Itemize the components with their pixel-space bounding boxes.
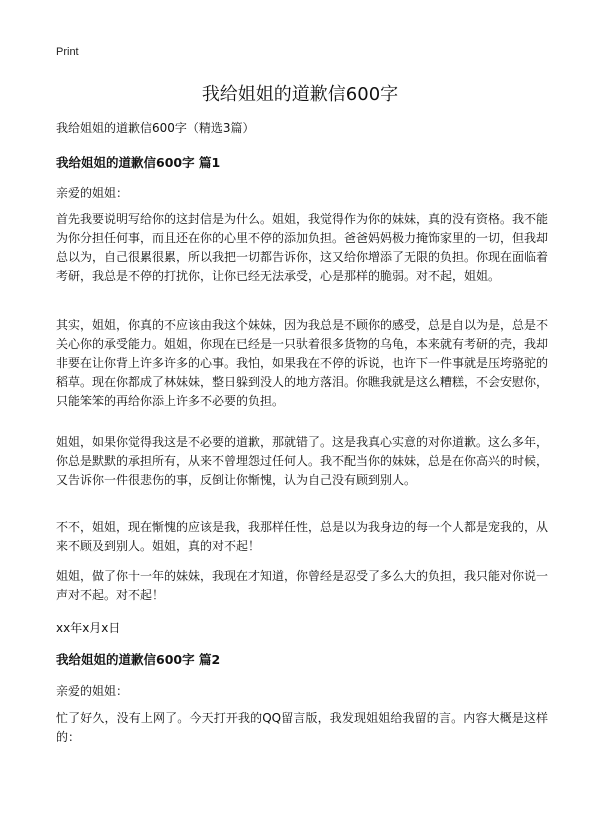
document-subtitle: 我给姐姐的道歉信600字（精选3篇）	[56, 121, 255, 135]
print-label[interactable]: Print	[56, 46, 79, 58]
letter1-salutation: 亲爱的姐姐：	[56, 186, 129, 200]
letter1-paragraph-5: 姐姐，做了你十一年的妹妹，我现在才知道，你曾经是忍受了多么大的负担，我只能对你说一声对不起。对不起！	[56, 569, 549, 602]
letter1-date: xx年x月x日	[56, 621, 121, 635]
letter1-paragraph-3: 姐姐，如果你觉得我这是不必要的道歉，那就错了。这是我真心实意的对你道歉。这么多年，你总是默默的承担所有，从来不曾埋怨过任何人。我不配当你的妹妹，总是在你高兴的时候，又告诉你一件很悲伤的事，反倒让你惭愧，认为自己没有顾到别人。	[56, 435, 549, 487]
letter2-heading: 我给姐姐的道歉信600字 篇2	[56, 652, 221, 667]
letter1-paragraph-2: 其实，姐姐，你真的不应该由我这个妹妹，因为我总是不顾你的感受，总是自以为是，总是不关心你的承受能力。姐姐，你现在已经是一只驮着很多货物的乌龟，本来就有考研的壳，我却非要在让你背上许多许多的心事。我怕，如果我在不停的诉说，也许下一件事就是压垮骆驼的稻草。现在你都成了林妹妹，整日躲到没人的地方落泪。你瞧我就是这么糟糕，不会安慰你，只能笨笨的再给你添上许多不必要的负担。	[56, 318, 549, 408]
page-title: 我给姐姐的道歉信600字	[201, 84, 399, 105]
letter2-salutation: 亲爱的姐姐：	[56, 684, 129, 698]
letter1-heading: 我给姐姐的道歉信600字 篇1	[56, 155, 221, 170]
letter1-paragraph-1: 首先我要说明写给你的这封信是为什么。姐姐，我觉得作为你的妹妹，真的没有资格。我不能为你分担任何事，而且还在你的心里不停的添加负担。爸爸妈妈极力掩饰家里的一切，但我却总以为，自己很累很累，所以我把一切都告诉你，这又给你增添了无限的负担。你现在面临着考研，我总是不停的打扰你，让你已经无法承受，心是那样的脆弱。对不起，姐姐。	[56, 212, 549, 283]
letter2-paragraph-1: 忙了好久，没有上网了。今天打开我的QQ留言版，我发现姐姐给我留的言。内容大概是这样的：	[56, 711, 548, 744]
letter1-paragraph-4: 不不，姐姐，现在惭愧的应该是我，我那样任性，总是以为我身边的每一个人都是宠我的，从来不顾及到别人。姐姐，真的对不起！	[56, 520, 549, 553]
